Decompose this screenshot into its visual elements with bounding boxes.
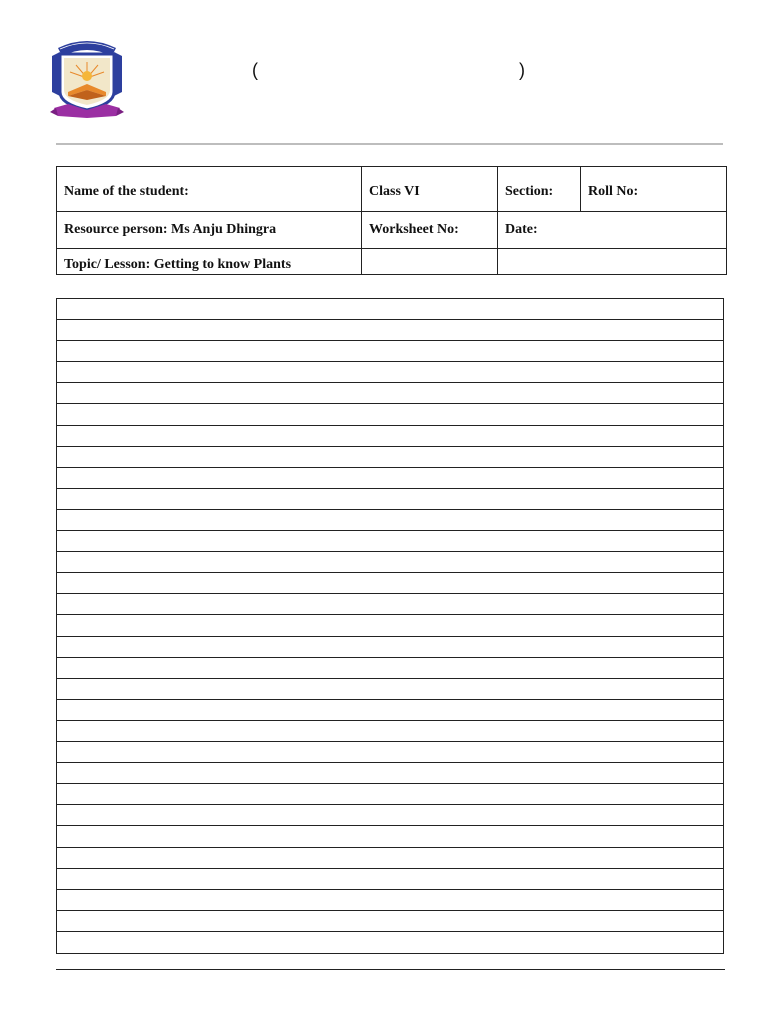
- ruled-line: [57, 403, 723, 404]
- ruled-line: [57, 847, 723, 848]
- ruled-line: [57, 825, 723, 826]
- ruled-line: [57, 361, 723, 362]
- student-name-field[interactable]: Name of the student:: [57, 167, 362, 212]
- ruled-line: [57, 889, 723, 890]
- ruled-line: [57, 720, 723, 721]
- roll-no-field[interactable]: Roll No:: [581, 167, 727, 212]
- topic-field: Topic/ Lesson: Getting to know Plants: [57, 249, 362, 275]
- ruled-line: [57, 657, 723, 658]
- ruled-line: [57, 446, 723, 447]
- header-divider: [56, 143, 723, 145]
- resource-person-field: Resource person: Ms Anju Dhingra: [57, 212, 362, 249]
- ruled-line: [57, 340, 723, 341]
- ruled-line: [57, 551, 723, 552]
- ruled-line: [57, 319, 723, 320]
- blank-cell: [362, 249, 498, 275]
- ruled-line: [57, 762, 723, 763]
- class-field: Class VI: [362, 167, 498, 212]
- worksheet-no-field[interactable]: Worksheet No:: [362, 212, 498, 249]
- ruled-line: [57, 741, 723, 742]
- ruled-line: [57, 488, 723, 489]
- ruled-line: [57, 382, 723, 383]
- blank-cell: [498, 249, 727, 275]
- ruled-line: [57, 910, 723, 911]
- student-info-table: [56, 166, 727, 275]
- ruled-line: [57, 572, 723, 573]
- date-field[interactable]: Date:: [498, 212, 727, 249]
- school-crest-icon: [50, 34, 124, 120]
- ruled-line: [57, 678, 723, 679]
- ruled-line: [57, 868, 723, 869]
- ruled-line: [57, 593, 723, 594]
- title-paren-open: (: [252, 60, 258, 80]
- ruled-answer-area[interactable]: [56, 298, 724, 954]
- ruled-line: [57, 425, 723, 426]
- footer-divider: [56, 969, 725, 970]
- ruled-line: [57, 614, 723, 615]
- ruled-line: [57, 636, 723, 637]
- ruled-line: [57, 530, 723, 531]
- ruled-line: [57, 467, 723, 468]
- ruled-line: [57, 699, 723, 700]
- ruled-line: [57, 804, 723, 805]
- title-paren-close: ): [519, 60, 525, 80]
- ruled-line: [57, 783, 723, 784]
- ruled-line: [57, 509, 723, 510]
- ruled-line: [57, 931, 723, 932]
- section-field[interactable]: Section:: [498, 167, 581, 212]
